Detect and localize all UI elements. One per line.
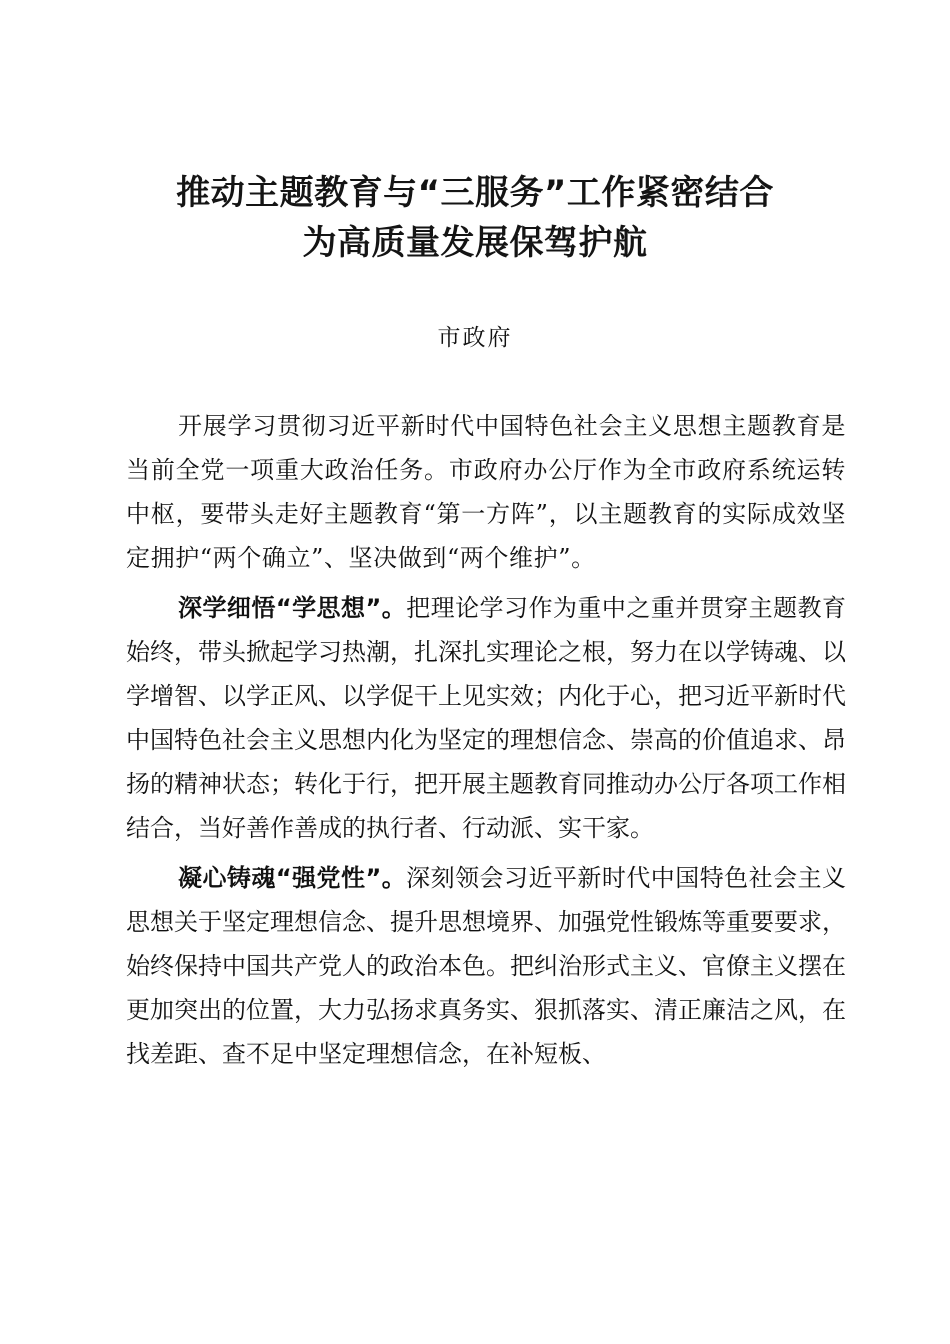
document-body: [126, 404, 846, 1082]
document-title: [100, 168, 850, 268]
paragraph-party-spirit: [126, 856, 846, 1076]
paragraph-intro: [126, 404, 846, 580]
paragraph-text: 把理论学习作为重中之重并贯穿主题教育始终，带头掀起学习热潮，扎深扎实理论之根，努力在以学铸魂、以学增智、以学正风、以学促干上见实效；内化于心，把习近平新时代中国特色社会主义思想内化为坚定的理想信念、崇高的价值追求、昂扬的精神状态；转化于行，把开展主题教育同推动办公厅各项工作相结合，当好善作善成的执行者、行动派、实干家。: [126, 594, 847, 842]
title-line-2: 为高质量发展保驾护航: [302, 223, 648, 263]
paragraph-text: 开展学习贯彻习近平新时代中国特色社会主义思想主题教育是当前全党一项重大政治任务。市政府办公厅作为全市政府系统运转中枢，要带头走好主题教育“第一方阵”，以主题教育的实际成效坚定拥护“两个确立”、坚决做到“两个维护”。: [126, 412, 846, 572]
title-line-1: 推动主题教育与“三服务”工作紧密结合: [176, 173, 774, 213]
paragraph-heading: 凝心铸魂“强党性”。: [178, 864, 407, 892]
author-line: 市政府: [437, 325, 513, 351]
paragraph-heading: 深学细悟“学思想”。: [178, 594, 407, 622]
paragraph-study-thought: [126, 586, 846, 850]
paragraph-text: 深刻领会习近平新时代中国特色社会主义思想关于坚定理想信念、提升思想境界、加强党性锻炼等重要要求，始终保持中国共产党人的政治本色。把纠治形式主义、官僚主义摆在更加突出的位置，大力弘扬求真务实、狠抓落实、清正廉洁之风，在找差距、查不足中坚定理想信念，在补短板、: [126, 864, 847, 1068]
